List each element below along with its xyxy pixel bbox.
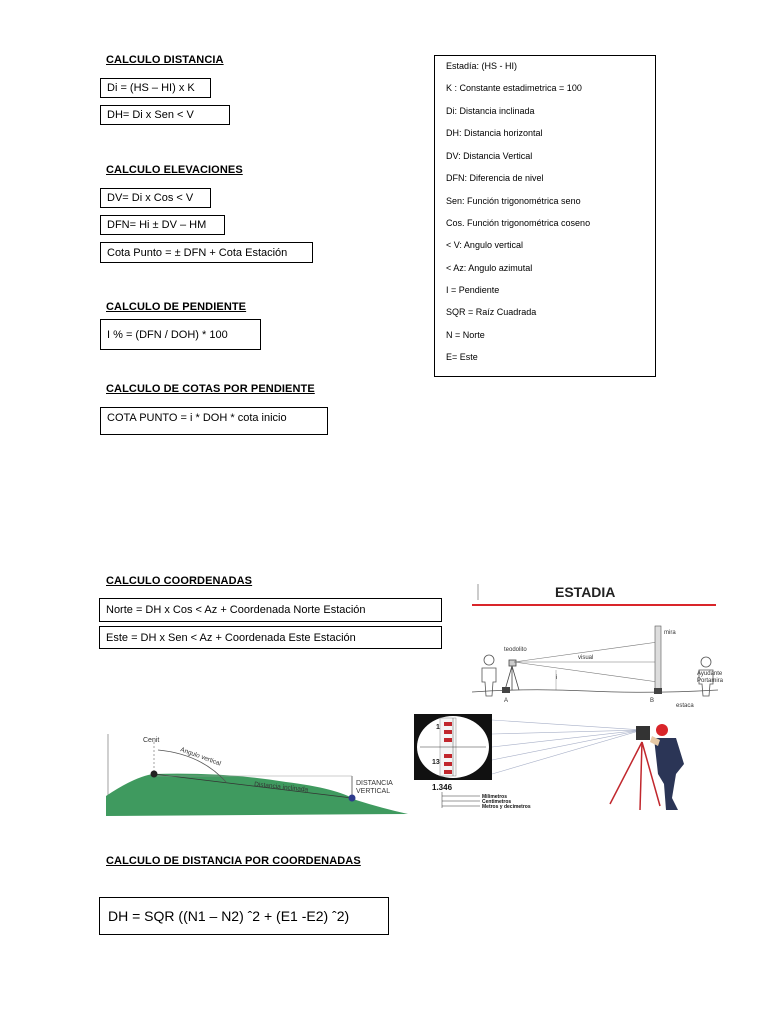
point-a-marker xyxy=(502,687,510,693)
label-i: i xyxy=(556,675,558,681)
heading-calculo-coordenadas: CALCULO COORDENADAS xyxy=(106,575,253,587)
formula-di: Di = (HS – HI) x K xyxy=(100,78,211,98)
legend-item: SQR = Raíz Cuadrada xyxy=(446,307,537,317)
label-cenit: Cenit xyxy=(143,737,160,744)
label-centimetros: Centimetros xyxy=(482,799,512,805)
legend-item: Estadía: (HS - HI) xyxy=(446,61,518,71)
label-metros-decimetros: Metros y decimetros xyxy=(482,804,531,810)
label-angulo-vertical: Angulo vertical xyxy=(179,746,222,768)
formula-pendiente: I % = (DFN / DOH) * 100 xyxy=(100,319,261,350)
label-point-a: A xyxy=(504,698,509,704)
legend-item: Di: Distancia inclinada xyxy=(446,106,535,116)
label-vertical: VERTICAL xyxy=(356,788,391,795)
legend-item: N = Norte xyxy=(446,330,485,340)
formula-dh: DH= Di x Sen < V xyxy=(100,105,230,125)
mira-rod xyxy=(655,626,661,690)
heading-calculo-distancia: CALCULO DISTANCIA xyxy=(106,54,224,66)
legend-item: DV: Distancia Vertical xyxy=(446,151,533,161)
legend-item: DFN: Diferencia de nivel xyxy=(446,173,544,183)
label-distancia: DISTANCIA xyxy=(356,780,393,787)
legend-item: Sen: Función trigonométrica seno xyxy=(446,196,581,206)
heading-distancia-coordenadas: CALCULO DE DISTANCIA POR COORDENADAS xyxy=(106,855,361,867)
label-ayudante: Ayudante xyxy=(697,671,723,677)
observer-figure xyxy=(482,655,496,696)
label-portamira: Portamira xyxy=(697,678,724,684)
formula-este: Este = DH x Sen < Az + Coordenada Este Estación xyxy=(99,626,442,649)
label-distancia-inclinada: Distancia inclinada xyxy=(253,781,309,794)
mira-reading-figure xyxy=(414,714,700,814)
heading-calculo-cotas-pendiente: CALCULO DE COTAS POR PENDIENTE xyxy=(106,383,315,395)
heading-calculo-pendiente: CALCULO DE PENDIENTE xyxy=(106,301,247,313)
formula-dh-coordenadas: DH = SQR ((N1 – N2) ˆ2 + (E1 -E2) ˆ2) xyxy=(99,897,389,935)
legend-box xyxy=(434,55,656,377)
point-b-marker xyxy=(654,688,662,694)
mira-reading-value: 1.346 xyxy=(432,783,453,792)
surveyor-figure xyxy=(610,724,684,810)
label-point-b: B xyxy=(650,698,655,704)
label-teodolito: teodolito xyxy=(504,647,527,653)
formula-norte: Norte = DH x Cos < Az + Coordenada Norte Estación xyxy=(99,598,442,622)
legend-item: < V: Angulo vertical xyxy=(446,240,523,250)
label-mira: mira xyxy=(664,630,676,636)
formula-dv: DV= Di x Cos < V xyxy=(100,188,211,208)
scale-label-top: 1 xyxy=(436,724,440,731)
station-point xyxy=(151,771,158,778)
formula-cota-punto: Cota Punto = ± DFN + Cota Estación xyxy=(100,242,313,263)
legend-item: Cos. Función trigonométrica coseno xyxy=(446,218,591,228)
formula-cota-pendiente: COTA PUNTO = i * DOH * cota inicio xyxy=(100,407,328,435)
label-milimetros: Milimetros xyxy=(482,794,508,800)
label-visual: visual xyxy=(578,655,594,661)
legend-item: I = Pendiente xyxy=(446,285,500,295)
formula-dfn: DFN= Hi ± DV – HM xyxy=(100,215,225,235)
estadia-title: ESTADIA xyxy=(555,584,616,600)
legend-item: E= Este xyxy=(446,352,478,362)
theodolite-figure xyxy=(505,660,519,690)
heading-calculo-elevaciones: CALCULO ELEVACIONES xyxy=(106,164,243,176)
estadia-figure xyxy=(468,578,730,712)
label-estaca: estaca xyxy=(676,703,694,709)
legend-item: K : Constante estadimetrica = 100 xyxy=(446,83,582,93)
scale-label-bottom: 13 xyxy=(432,759,440,766)
legend-item: < Az: Angulo azimutal xyxy=(446,263,533,273)
target-point xyxy=(349,795,356,802)
legend-item: DH: Distancia horizontal xyxy=(446,128,543,138)
slope-figure xyxy=(106,730,408,816)
